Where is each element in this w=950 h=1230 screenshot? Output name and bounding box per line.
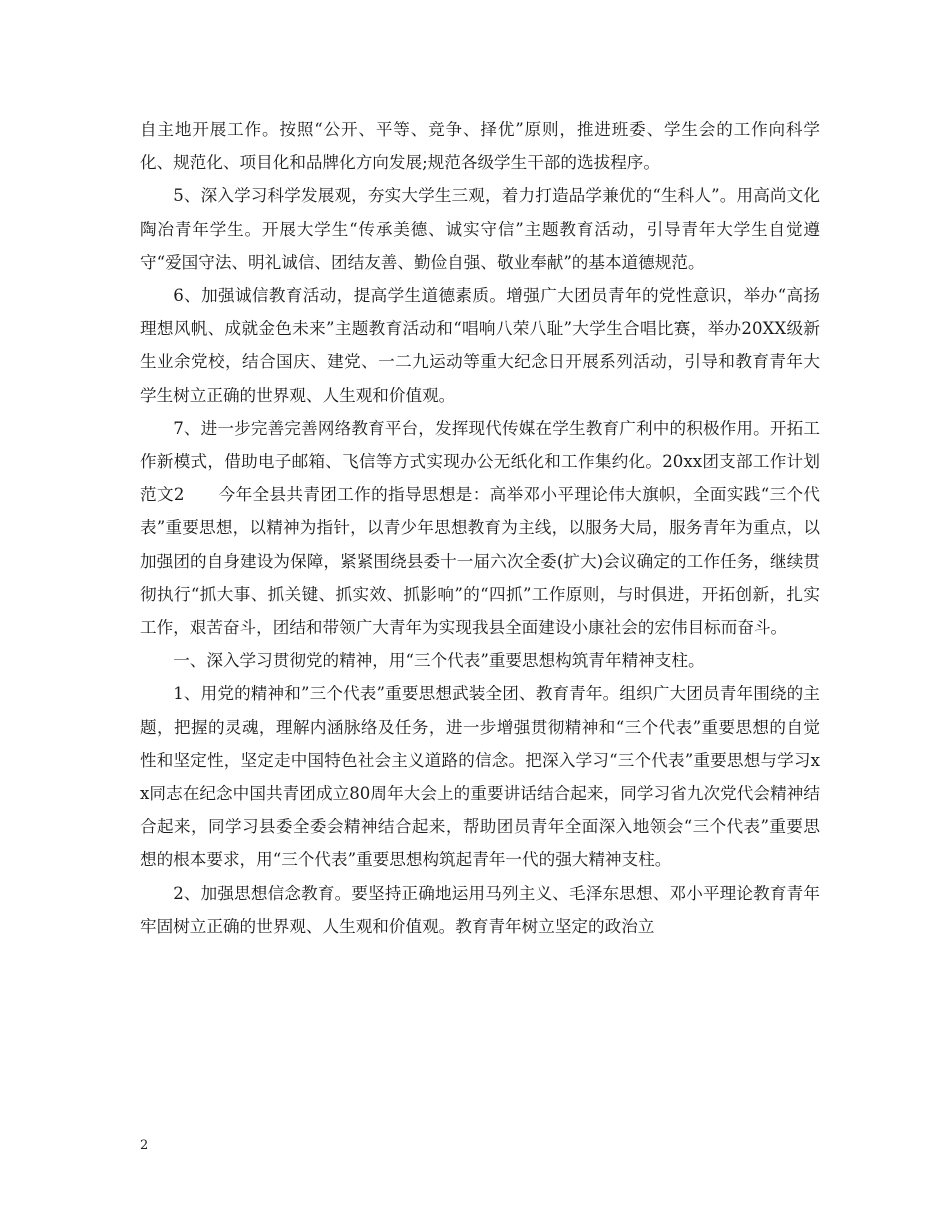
paragraph-section-1-item-1: 1、用党的精神和”三个代表”重要思想武装全团、教育青年。组织广大团员青年围绕的主题，把握的灵魂，理解内涵脉络及任务，进一步增强贯彻精神和“三个代表”重要思想的自觉性和坚定性，坚定走中国特色社会主义道路的信念。把深入学习“三个代表”重要思想与学习xx同志在纪念中国共青团成立80周年大会上的重要讲话结合起来，同学习省九次党代会精神结合起来，同学习县委全委会精神结合起来，帮助团员青年全面深入地领会“三个代表”重要思想的根本要求，用“三个代表”重要思想构筑起青年一代的强大精神支柱。 xyxy=(140,684,820,870)
paragraph-continuation: 自主地开展工作。按照“公开、平等、竞争、择优”原则，推进班委、学生会的工作向科学化、规范化、项目化和品牌化方向发展;规范各级学生干部的选拔程序。 xyxy=(140,120,820,173)
document-body xyxy=(140,113,820,943)
section-heading-1: 一、深入学习贯彻党的精神，用“三个代表”重要思想构筑青年精神支柱。 xyxy=(173,651,705,671)
paragraph-section-1-item-2: 2、加强思想信念教育。要坚持正确地运用马列主义、毛泽东思想、邓小平理论教育青年牢固树立正确的世界观、人生观和价值观。教育青年树立坚定的政治立 xyxy=(140,883,820,936)
paragraph-item-6: 6、加强诚信教育活动，提高学生道德素质。增强广大团员青年的党性意识，举办“高扬理想风帆、成就金色未来”主题教育活动和“唱响八荣八耻”大学生合唱比赛，举办20XX级新生业余党校，结合国庆、建党、一二九运动等重大纪念日开展系列活动，引导和教育青年大学生树立正确的世界观、人生观和价值观。 xyxy=(140,286,820,405)
paragraph-item-7: 7、进一步完善完善网络教育平台，发挥现代传媒在学生教育广利中的积极作用。开拓工作新模式，借助电子邮箱、飞信等方式实现办公无纸化和工作集约化。20xx团支部工作计划范文2 今年全县共青团工作的指导思想是：高举邓小平理论伟大旗帜，全面实践“三个代表”重要思想，以精神为指针，以青少年思想教育为主线，以服务大局，服务青年为重点，以加强团的自身建设为保障，紧紧围绕县委十一届六次全委(扩大)会议确定的工作任务，继续贯彻执行“抓大事、抓关键、抓实效、抓影响”的“四抓”工作原则，与时俱进，开拓创新，扎实工作，艰苦奋斗，团结和带领广大青年为实现我县全面建设小康社会的宏伟目标而奋斗。 xyxy=(140,418,820,638)
page-number: 2 xyxy=(140,1138,149,1153)
paragraph-item-5: 5、深入学习科学发展观，夯实大学生三观，着力打造品学兼优的“生科人”。用高尚文化陶冶青年学生。开展大学生“传承美德、诚实守信”主题教育活动，引导青年大学生自觉遵守“爱国守法、明礼诚信、团结友善、勤俭自强、敬业奉献”的基本道德规范。 xyxy=(140,186,820,272)
